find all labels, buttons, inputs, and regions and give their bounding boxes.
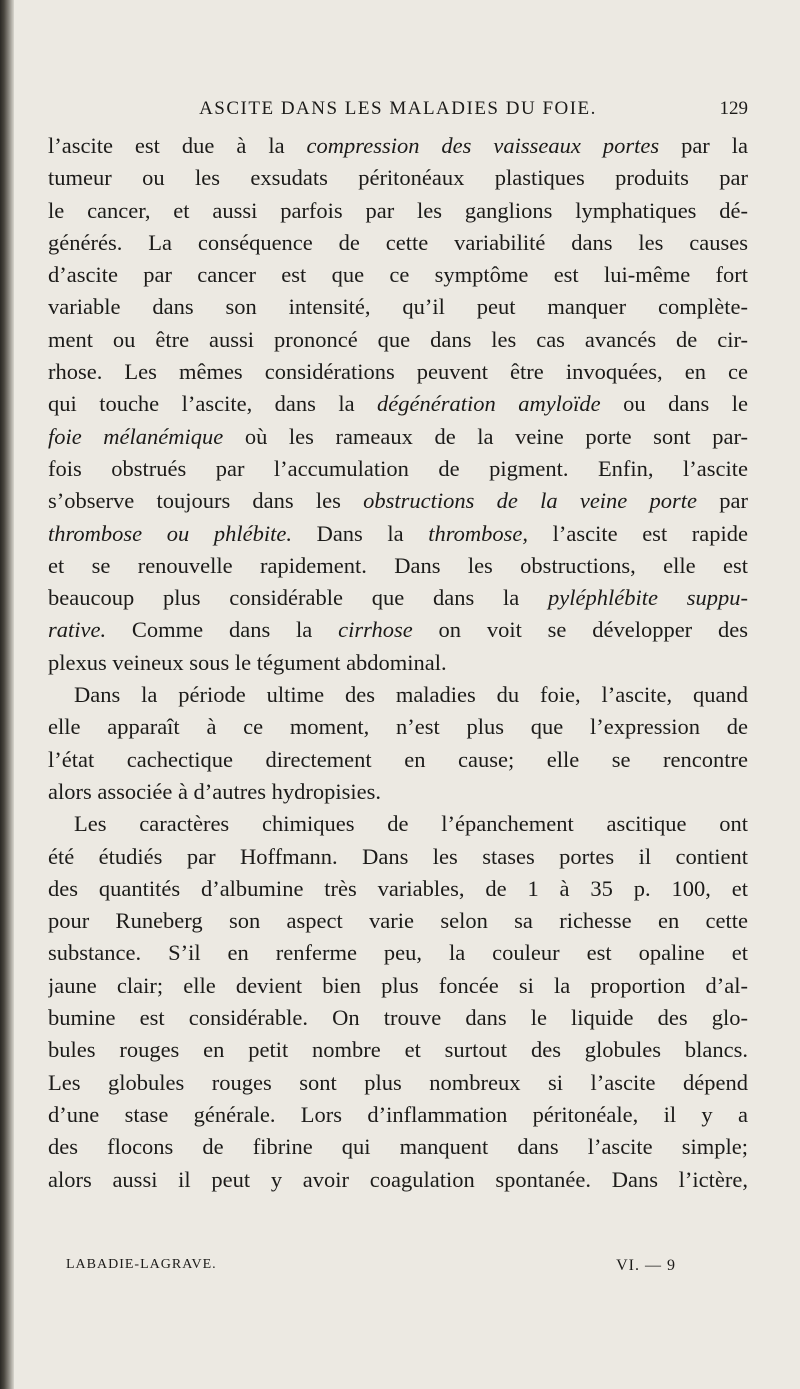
- text-run: substance. S’il en renferme peu, la couleur est opaline et: [48, 940, 748, 966]
- text-line: [48, 162, 748, 194]
- text-line: [48, 744, 748, 776]
- italic-text-run: cirrhose: [338, 617, 413, 643]
- text-run: ou dans le: [600, 391, 748, 417]
- text-run: Dans la période ultime des maladies du foie, l’ascite, quand: [74, 682, 748, 708]
- text-run: pour Runeberg son aspect varie selon sa richesse en cette: [48, 908, 748, 934]
- text-run: où les rameaux de la veine porte sont par-: [223, 423, 748, 449]
- page-header: [48, 98, 748, 122]
- text-run: tumeur ou les exsudats péritonéaux plastiques produits par: [48, 165, 748, 191]
- italic-text-run: thrombose,: [428, 520, 529, 546]
- text-line: [48, 614, 748, 646]
- text-run: des flocons de fibrine qui manquent dans l’ascite simple;: [48, 1134, 748, 1160]
- text-run: et se renouvelle rapidement. Dans les obstructions, elle est: [48, 552, 748, 578]
- text-run: bumine est considérable. On trouve dans le liquide des glo-: [48, 1005, 748, 1031]
- text-line: [48, 647, 748, 679]
- text-run: on voit se développer des: [412, 617, 748, 643]
- text-line: [48, 1067, 748, 1099]
- text-run: générés. La conséquence de cette variabilité dans les causes: [48, 229, 748, 255]
- text-line: [48, 1131, 748, 1163]
- text-line: [48, 582, 748, 614]
- italic-text-run: thrombose ou phlébite.: [48, 520, 292, 546]
- text-run: fois obstrués par l’accumulation de pigment. Enfin, l’ascite: [48, 455, 748, 481]
- text-run: beaucoup plus considérable que dans la: [48, 585, 549, 611]
- text-run: l’ascite est due à la: [48, 133, 307, 158]
- italic-text-run: compression des vaisseaux portes: [306, 133, 660, 158]
- text-line: [48, 453, 748, 485]
- text-line: [48, 1034, 748, 1066]
- text-run: des quantités d’albumine très variables, de 1 à 35 p. 100, et: [48, 875, 748, 901]
- italic-text-run: foie mélanémique: [48, 423, 224, 449]
- text-run: bules rouges en petit nombre et surtout des globules blancs.: [48, 1037, 748, 1063]
- text-line: [48, 195, 748, 227]
- printer-signature-author: LABADIE-LAGRAVE.: [66, 1257, 217, 1272]
- text-line: [48, 808, 748, 840]
- text-run: jaune clair; elle devient bien plus foncée si la proportion d’al-: [48, 972, 748, 998]
- text-line: [48, 227, 748, 259]
- italic-text-run: obstructions de la veine porte: [363, 488, 698, 514]
- text-run: le cancer, et aussi parfois par les ganglions lymphatiques dé-: [48, 197, 748, 223]
- text-run: Comme dans la: [106, 617, 339, 643]
- text-run: alors aussi il peut y avoir coagulation spontanée. Dans l’ictère,: [48, 1166, 748, 1192]
- text-line: [48, 421, 748, 453]
- text-run: Dans la: [291, 520, 429, 546]
- text-line: [48, 905, 748, 937]
- text-run: Les caractères chimiques de l’épanchement ascitique ont: [74, 811, 748, 837]
- text-line: [48, 356, 748, 388]
- text-run: rhose. Les mêmes considérations peuvent être invoquées, en ce: [48, 359, 748, 385]
- text-line: [48, 291, 748, 323]
- text-line: [48, 259, 748, 291]
- text-run: l’état cachectique directement en cause; elle se rencontre: [48, 746, 748, 772]
- text-line: [48, 1164, 748, 1196]
- text-line: [48, 485, 748, 517]
- page-footer: [66, 1257, 676, 1279]
- text-line: [48, 776, 748, 808]
- text-run: s’observe toujours dans les: [48, 488, 364, 514]
- text-run: par la: [659, 133, 748, 158]
- text-run: qui touche l’ascite, dans la: [48, 391, 378, 417]
- text-line: [48, 841, 748, 873]
- text-line: [48, 324, 748, 356]
- text-line: [48, 388, 748, 420]
- text-run: elle apparaît à ce moment, n’est plus que l’expression de: [48, 714, 748, 740]
- text-line: [48, 1002, 748, 1034]
- text-run: d’une stase générale. Lors d’inflammation péritonéale, il y a: [48, 1101, 748, 1127]
- text-run: d’ascite par cancer est que ce symptôme est lui-même fort: [48, 262, 748, 288]
- text-run: alors associée à d’autres hydropisies.: [48, 778, 382, 804]
- italic-text-run: pyléphlébite suppu-: [548, 585, 748, 611]
- printer-signature-volume: VI. — 9: [616, 1257, 676, 1274]
- italic-text-run: rative.: [48, 617, 107, 643]
- text-line: [48, 1099, 748, 1131]
- text-run: été étudiés par Hoffmann. Dans les stases portes il contient: [48, 843, 748, 869]
- text-run: par: [697, 488, 748, 514]
- text-line: [48, 679, 748, 711]
- text-line: [48, 873, 748, 905]
- text-line: [48, 518, 748, 550]
- text-line: [48, 711, 748, 743]
- text-run: ment ou être aussi prononcé que dans les cas avancés de cir-: [48, 326, 748, 352]
- text-run: variable dans son intensité, qu’il peut manquer complète-: [48, 294, 748, 320]
- text-run: Les globules rouges sont plus nombreux si l’ascite dépend: [48, 1069, 748, 1095]
- book-binding-edge: [0, 0, 14, 1389]
- italic-text-run: dégénération amyloïde: [377, 391, 601, 417]
- text-line: [48, 970, 748, 1002]
- running-title: ASCITE DANS LES MALADIES DU FOIE.: [199, 98, 597, 119]
- body-text: [48, 130, 748, 1196]
- text-line: [48, 937, 748, 969]
- text-run: l’ascite est rapide: [528, 520, 748, 546]
- text-line: [48, 130, 748, 162]
- text-line: [48, 550, 748, 582]
- text-run: plexus veineux sous le tégument abdominal.: [48, 649, 447, 675]
- page-number: 129: [719, 98, 748, 119]
